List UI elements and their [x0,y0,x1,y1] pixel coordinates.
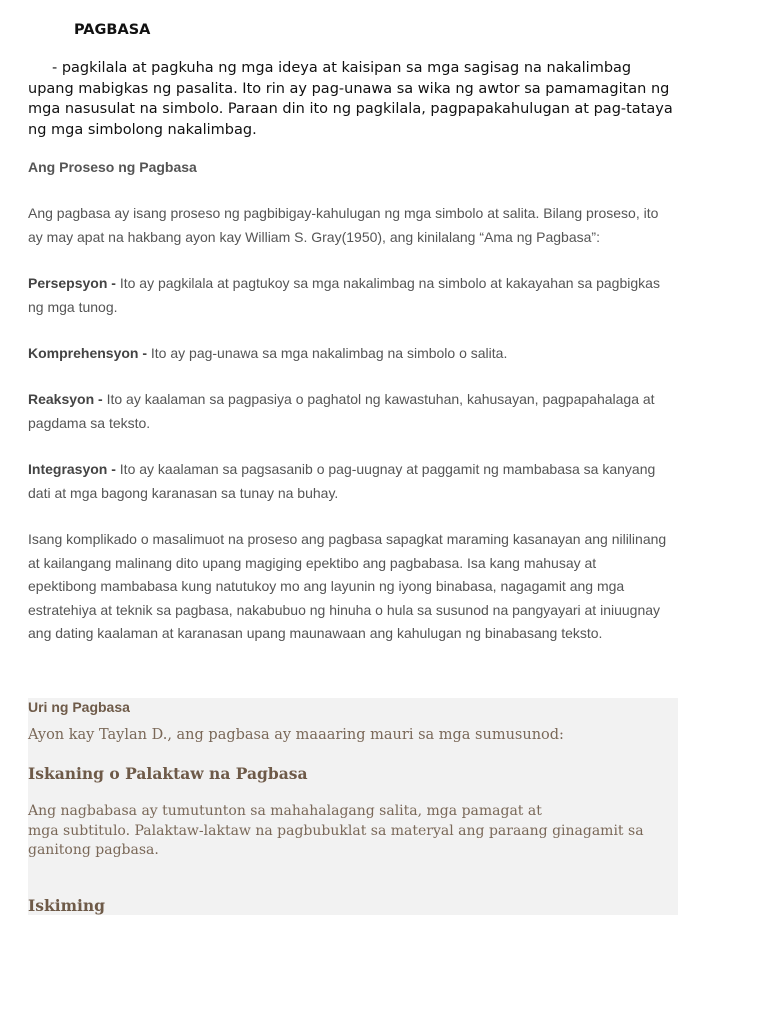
step-term: Komprehensyon - [28,345,148,361]
iskaning-line-2: mga subtitulo. Palaktaw-laktaw na pagbubuklat sa materyal ang paraang ginagamit sa ganitong pagbasa. [28,822,644,858]
proseso-closing-paragraph: Isang komplikado o masalimuot na proseso ang pagbasa sapagkat maraming kasanayan ang nililinang at kailangang malinang dito upang magiging epektibo ang pagbabasa. Isa kang mahusay at epektibong mambabasa kung natutukoy mo ang layunin ng iyong binabasa, nagagamit ang mga estratehiya at teknik sa pagbasa, nakabubuo ng hinuha o hula sa susunod na pangyayari at iniuugnay ang dating kaalaman at karanasan upang maunawaan ang kahulugan ng binabasang teksto. [28,531,667,641]
section-heading-proseso: Ang Proseso ng Pagbasa [28,159,197,175]
step-term: Reaksyon - [28,391,103,407]
definition-paragraph: - pagkilala at pagkuha ng mga ideya at kaisipan sa mga sagisag na nakalimbag upang mabigkas ng pasalita. Ito rin ay pag-unawa sa wika ng awtor sa pamamagitan ng mga nasusulat na simbolo. Paraan din ito ng pagkilala, pagpapakahulugan at pag-tataya ng mga simbolong nakalimbag. [28,60,673,138]
section-heading-uri: Uri ng Pagbasa [28,699,130,715]
subheading-iskiming: Iskiming [28,896,106,915]
step-description: Ito ay pagkilala at pagtukoy sa mga nakalimbag na simbolo at kakayahan sa pagbigkas ng mga tunog. [28,275,660,315]
step-description: Ito ay pag-unawa sa mga nakalimbag na simbolo o salita. [147,345,508,361]
iskaning-description [28,802,668,861]
step-description: Ito ay kaalaman sa pagpasiya o paghatol ng kawastuhan, kahusayan, pagpapahalaga at pagdama sa teksto. [28,391,655,431]
step-term: Integrasyon - [28,461,116,477]
step-komprehensyon [28,342,668,366]
step-persepsyon [28,272,668,319]
step-integrasyon [28,458,668,505]
step-term: Persepsyon - [28,275,116,291]
document-title: PAGBASA [74,22,151,38]
uri-intro-text: Ayon kay Taylan D., ang pagbasa ay maaaring mauri sa mga sumusunod: [28,727,564,743]
proseso-intro-paragraph: Ang pagbasa ay isang proseso ng pagbibigay-kahulugan ng mga simbolo at salita. Bilang proseso, ito ay may apat na hakbang ayon kay William S. Gray(1950), ang kinilalang “Ama ng Pagbasa”: [28,205,659,245]
step-reaksyon [28,388,668,435]
iskaning-line-1: Ang nagbabasa ay tumutunton sa mahahalagang salita, mga pamagat at [28,803,542,819]
subheading-iskaning: Iskaning o Palaktaw na Pagbasa [28,764,308,783]
step-description: Ito ay kaalaman sa pagsasanib o pag-uugnay at paggamit ng mambabasa sa kanyang dati at mga bagong karanasan sa tunay na buhay. [28,461,656,501]
